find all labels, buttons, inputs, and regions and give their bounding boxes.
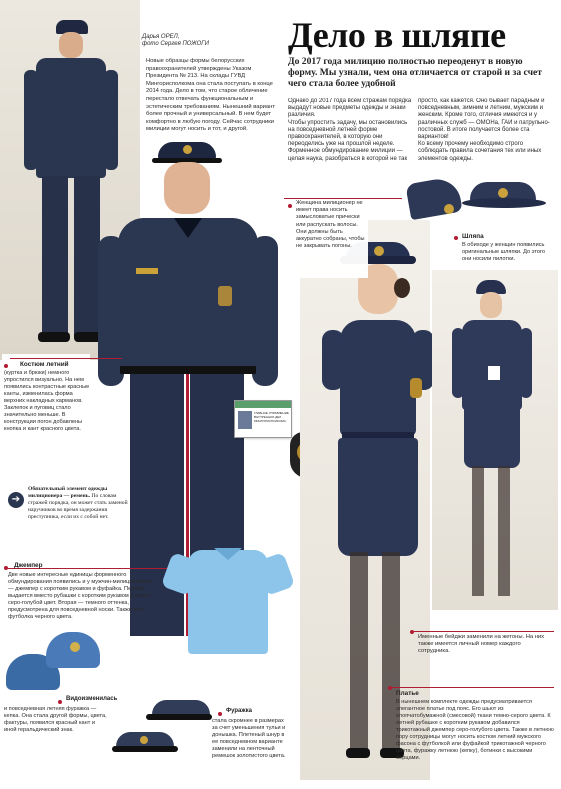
note-arrow-icon: ➔	[8, 492, 24, 508]
callout-dress-line	[392, 687, 554, 688]
callout-costume-text: (куртка и брюки) немного упростился визуально. На нем появились контрастные красные канты, изменилась форма верхних накладных карманов. Заклепок и пуговиц стало значительно меньше. В конструкции погон добавлены кнопка и кант красного цвета.	[4, 370, 90, 432]
visor-caps-image	[6, 632, 108, 694]
callout-woman-line	[284, 198, 402, 199]
callout-dress-text: В нынешнем комплекте одежды предусматривается элегантное платье под пояс. Его шьют из хлопчатобумажной (смесовой) ткани темно-серого цвета. К летней рубашке с коротким рукавом добавился трикотажный джемпер серо-голубого цвета. Также в летнюю пору сотрудницы могут носить костюм летний мужского фасона с футболкой или фуфайкой трикотажной черного цвета, фуражку летнюю (кепку), ботинки с высокими берцами.	[396, 699, 554, 761]
blue-shirt-image	[166, 542, 290, 656]
callout-visor-title: Видоизменилась	[66, 696, 118, 702]
callout-jumper-dot	[4, 566, 8, 570]
note-rest: По словам стражей порядка, он может стать заменой наручников во время задержания преступника, если их с собой нет.	[28, 493, 128, 520]
callout-badge-line	[414, 631, 554, 632]
callout-visor-dot	[58, 700, 62, 704]
callout-dress-title: Платье	[396, 690, 419, 697]
intro-text: Новые образцы формы белорусских правоохранителей утверждены Указом Президента № 213. На склады ГУВД Мингорисполкома она стала поступать в конце 2014 года. Дело в том, что старое обличение перестало отвечать функциональным и эстетическим требованиям. Нынешний вариант более прочный и универсальный. В нем будет комфортно в любую погоду. Сейчас сотрудники милиции могут носить и тот, и другой.	[146, 58, 275, 133]
id-card-line-1: ГЛАВНОЕ УПРАВЛЕНИЕ	[254, 411, 289, 415]
id-card-line-3: МИНГОРИСПОЛКОМА	[254, 419, 286, 423]
callout-cap-title: Фуражка	[226, 708, 252, 714]
id-card-line-2: ВНУТРЕННИХ ДЕЛ	[254, 415, 282, 419]
peaked-caps-image	[116, 700, 212, 764]
callout-badge-text: Именные бейджи заменили на жетоны. На них также имеется личный номер каждого сотрудника.	[418, 634, 545, 655]
callout-costume-title: Костюм летний	[20, 361, 69, 368]
callout-visor-text: и повседневная летняя фуражка — кепка. Она стала другой формы, цвета, фактуры, появился красный кант и иной геральдический знак.	[4, 706, 107, 733]
callout-hat-text: В обиходе у женщин появились оригинальные шляпки. До этого они носили пилотки.	[462, 242, 546, 262]
author-name: Дарья ОРЕЛ,	[142, 34, 180, 40]
headline: Дело в шляпе	[288, 15, 506, 55]
callout-cap-text: стала скромнее в размерах за счет уменьшения тульи и донышка. Плетеный шнур в ее повседневном варианте заменили на ленточный ремешок золотистого цвета.	[212, 718, 286, 759]
callout-costume	[2, 354, 90, 470]
subtitle: До 2017 года милицию полностью переоденут в новую форму. Мы узнали, чем она отличается от старой и за счет чего стала более удобной	[288, 56, 542, 89]
callout-woman-text: Женщина милиционер не имеет права носить замысловатые прически или распускать волосы. Они должны быть аккуратно собраны, чтобы не закрывать погоны.	[296, 200, 365, 250]
photo-credit: фото Сергея ПОЖОГИ	[142, 41, 209, 47]
callout-jumper-text: Две новые интересные единицы форменного обмундирования появились и у мужчин-милиционеров — джемпер с коротким рукавом и фуфайка. Первый выдается вместо рубашки с коротким рукавом и имеет серо-голубой цвет. Вторая — темного оттенка, предусмотрена для повседневной носки. Также есть футболка черного цвета.	[8, 572, 151, 620]
note-box	[28, 486, 130, 536]
col3-text: просто, как кажется. Оно бывает парадным и повседневным, зимним и летним, мужским и женским. Кроме того, отличия имеются и у различных служб — ОМОНа, ГАИ и патрульно-постовой. В итоге получается более ста вариантов! Ко всему прочему необходимо строго соблюдать правила сочетания тех или иных элементов одежды.	[418, 98, 550, 162]
callout-hat-title: Шляпа	[462, 233, 484, 240]
woman-small-figure	[452, 280, 532, 610]
callout-jumper-title: Джемпер	[14, 562, 43, 569]
col2-text: Однако до 2017 года всем стражам порядка выдадут новые предметы одежды и знаки различия. Чтобы упростить задачу, мы остановились на повседневной летней форме правоохранителей, в которую они переоделись уже на прошлой неделе. Форменное обмундирование милиции — целая наука, разобраться в которой не так	[288, 98, 412, 162]
callout-hat	[454, 230, 554, 268]
callout-woman	[286, 198, 368, 278]
callout-cap-dot	[218, 712, 222, 716]
hats-image	[408, 174, 548, 226]
callout-costume-line	[10, 358, 122, 359]
id-card	[234, 400, 292, 438]
note-bold: Обязательный элемент одежды милиционера — ремень.	[28, 486, 108, 499]
